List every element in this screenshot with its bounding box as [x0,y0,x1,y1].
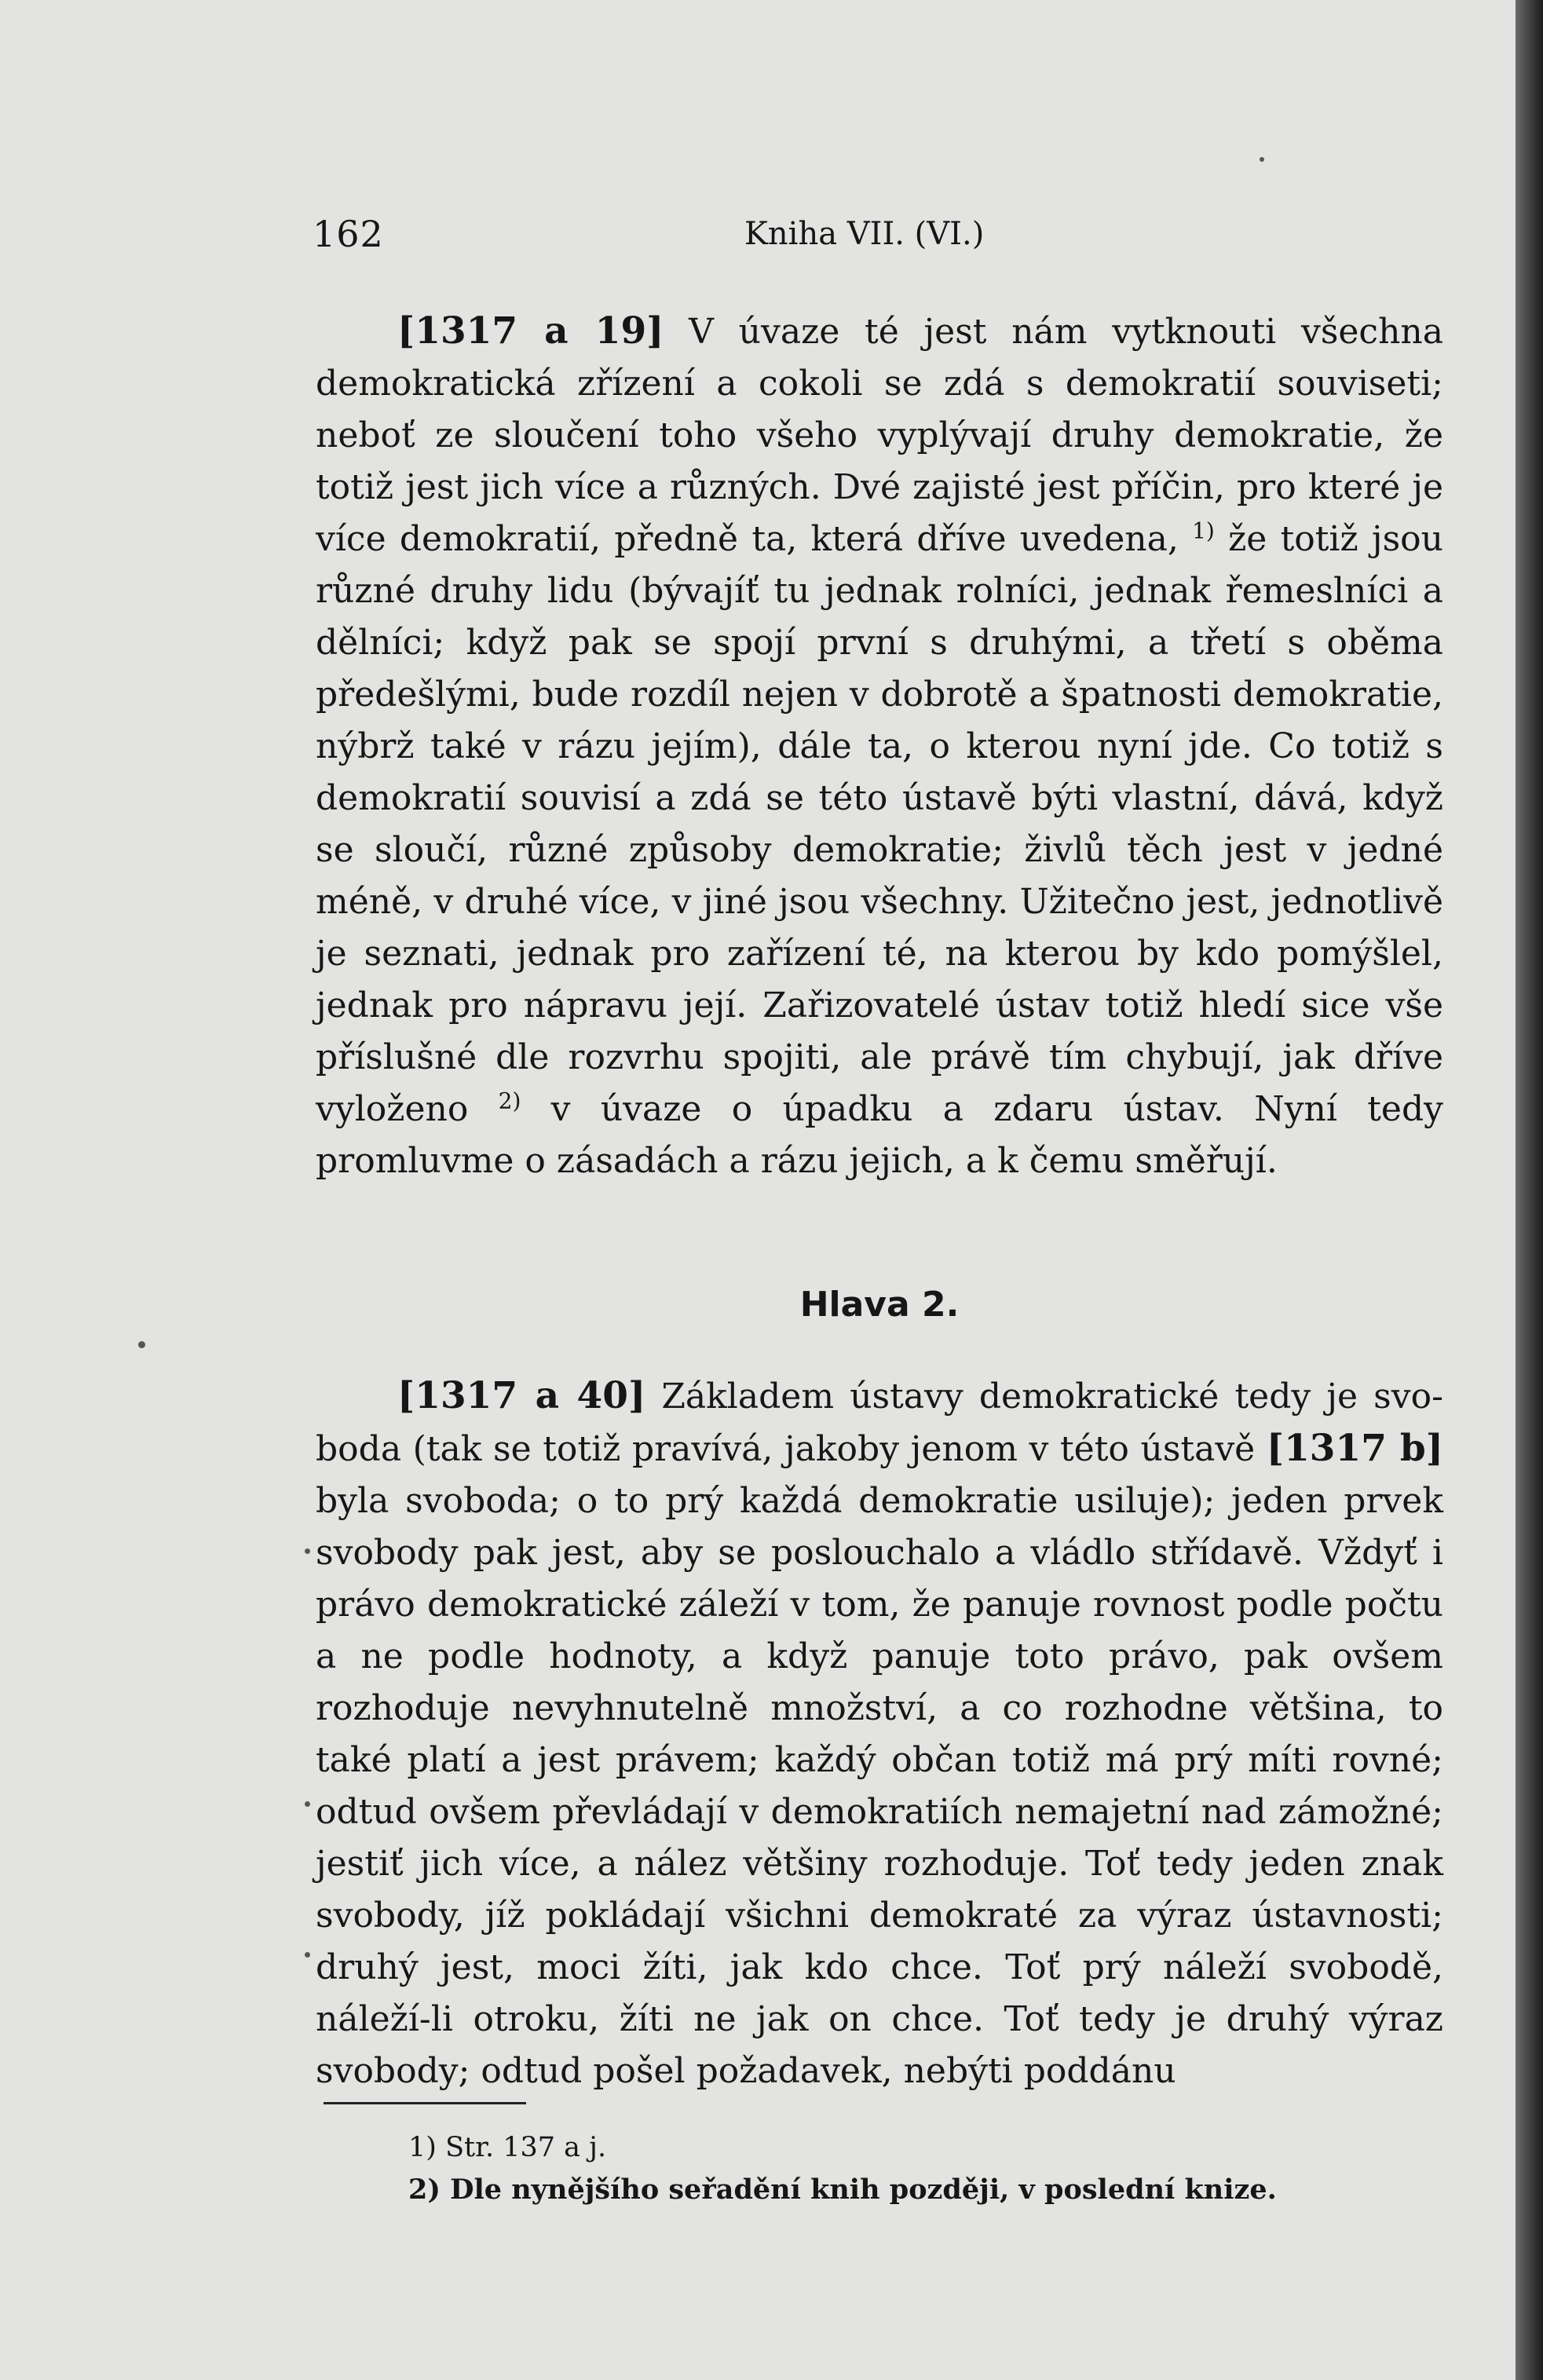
scan-speck [305,1952,310,1958]
footnote-divider [324,2102,526,2104]
bekker-reference: [1317 a 40] [397,1374,646,1417]
scan-speck [305,1801,310,1807]
paragraph-text: v úvaze o úpadku a zdaru ústav. Nyní tedy promluvme o zásadách a rázu jejich, a k čemu směřují. [316,1089,1443,1181]
footnote-marker: 2) [498,1088,521,1114]
footnote [408,2130,1445,2166]
footnote-text: Dle nynějšího seřadění knih později, v poslední knize. [450,2173,1277,2206]
body-paragraph-2 [316,1370,1443,2097]
chapter-heading: Hlava 2. [799,1285,960,1325]
running-head: Kniha VII. (VI.) [744,216,985,252]
footnote-text: Str. 137 a j. [445,2132,607,2163]
scan-edge-shadow [1516,0,1543,2380]
scan-speck [1260,157,1264,162]
page-number: 162 [313,213,384,255]
footnote-marker: 1) [1192,517,1215,544]
paragraph-text: V úvaze té jest nám vytknouti všechna demokratická zřízení a cokoli se zdá s demokratií souviseti; neboť ze sloučení toho všeho vyplývají druhy demokratie, že totiž jest jich více a různých. Dvé zajisté jest příčin, pro které je více demokratií, předně ta, která dříve uvedena, [316,312,1443,559]
paragraph-text: byla svoboda; o to prý každá demokratie usiluje); jeden prvek svobody pak jest, aby se poslouchalo a vládlo střídavě. Vždyť i právo demokratické záleží v tom, že panuje rovnost podle počtu a ne podle hodnoty, a když panuje toto právo, pak ovšem rozhoduje nevyhnutelně množství, a co rozhodne většina, to také platí a jest právem; každý občan totiž má prý míti rovné; odtud ovšem převládají v demokratiích nemajetní nad zámožné; jestiť jich více, a nález většiny rozhoduje. Toť tedy jeden znak svobody, jíž pokládají všichni demokraté za výraz ústavnosti; druhý jest, moci žíti, jak kdo chce. Toť prý náleží svobodě, náleží-li otroku, žíti ne jak on chce. Toť tedy je druhý výraz svobody; odtud pošel požadavek, nebýti poddánu [316,1481,1443,2091]
footnote-marker: 2) [408,2173,441,2206]
paragraph-text: že totiž jsou různé druhy lidu (bývajíť tu jednak rolníci, jednak řemeslníci a dělníci; když pak se spojí první s druhými, a třetí s oběma předešlými, bude rozdíl nejen v dobrotě a špatnosti demokratie, nýbrž také v rázu jejím), dále ta, o kterou nyní jde. Co totiž s demokratií souvisí a zdá se této ústavě býti vlastní, dává, když se sloučí, různé způsoby demokratie; živlů těch jest v jedné méně, v druhé více, v jiné jsou všechny. Užitečno jest, jednotlivě je seznati, jednak pro zařízení té, na kterou by kdo pomýšlel, jednak pro nápravu její. Zařizovatelé ústav totiž hledí sice vše příslušné dle rozvrhu spojiti, ale právě tím chybují, jak dříve vyloženo [316,519,1443,1129]
paragraph-text: Základem ústavy demokratické tedy je svoboda (tak se totiž pravívá, jakoby jenom v této ústavě [316,1376,1443,1469]
footnote-marker: 1) [408,2132,437,2163]
body-paragraph-1 [316,305,1443,1187]
bekker-reference-inline: [1317 b] [1266,1427,1443,1470]
page-header [313,210,1443,258]
footnote [408,2172,1445,2208]
scan-speck [305,1548,310,1554]
bekker-reference: [1317 a 19] [397,309,664,353]
scan-speck [138,1341,145,1348]
